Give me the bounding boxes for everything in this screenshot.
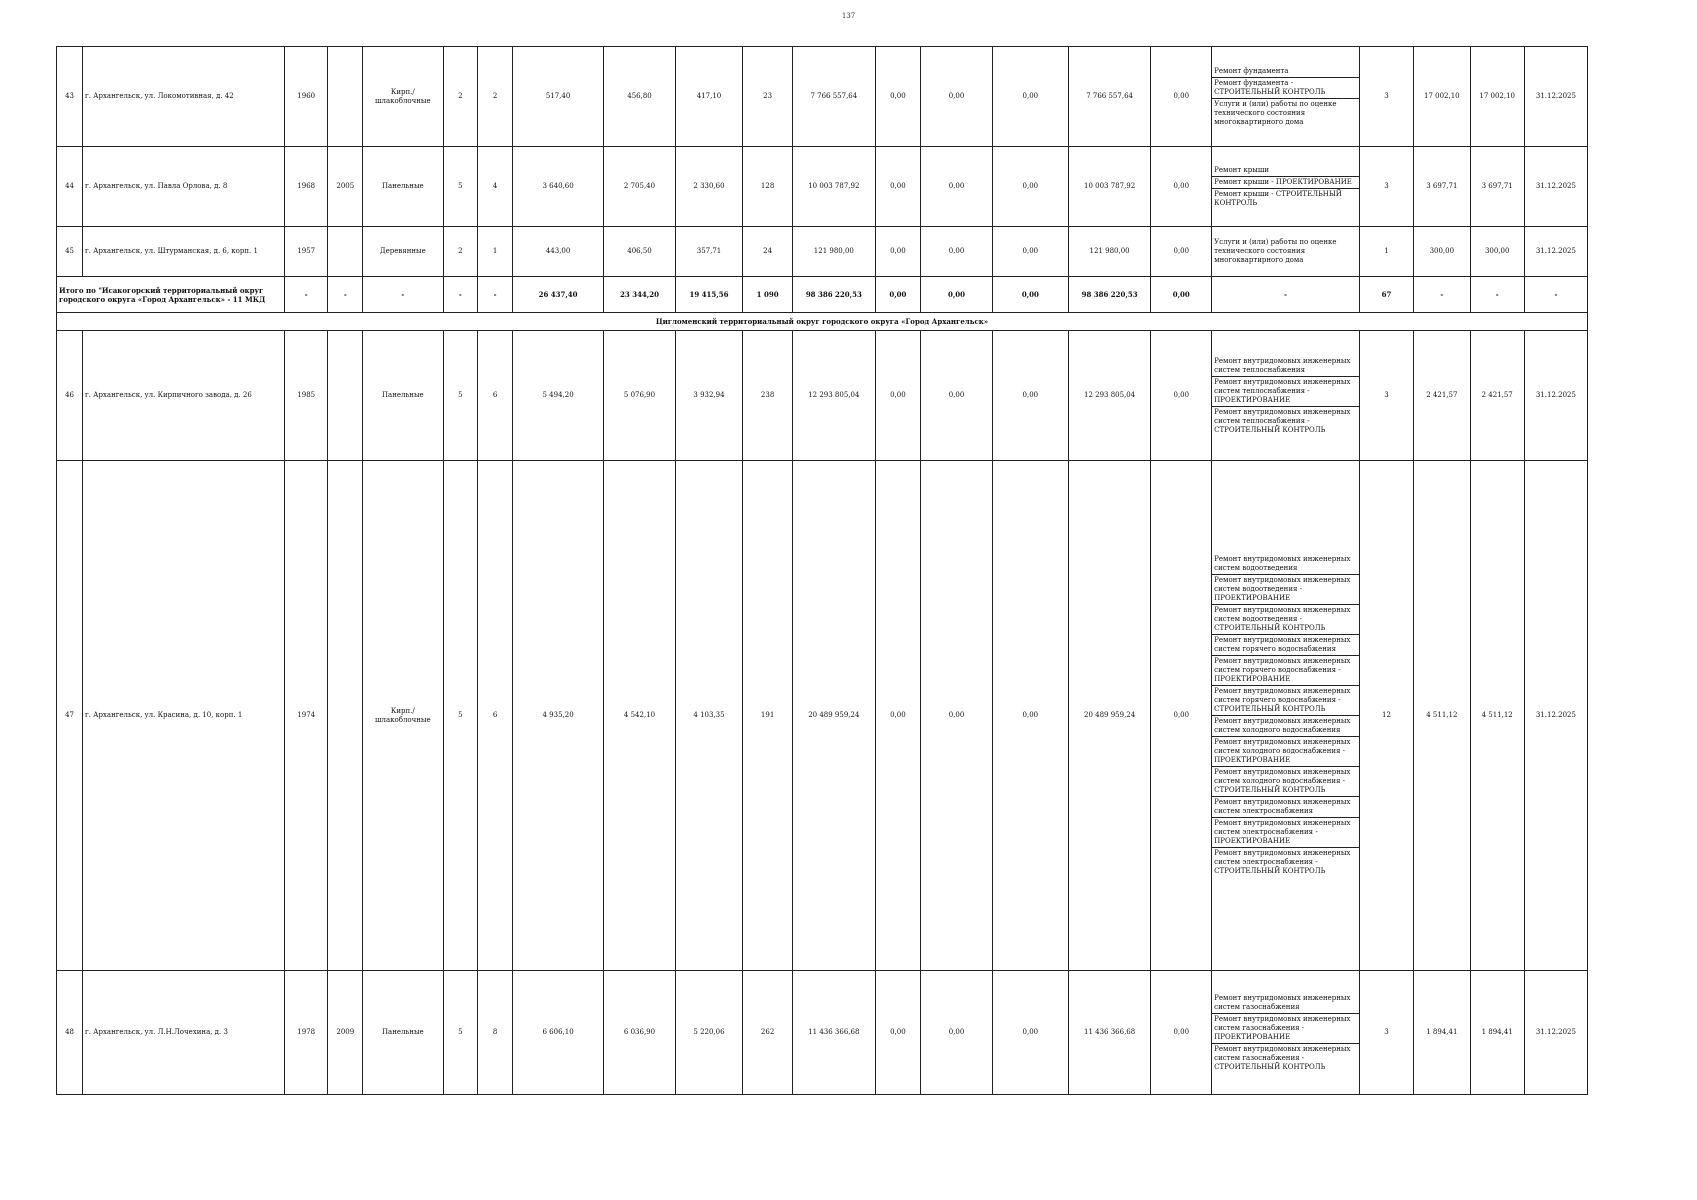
fund-regional: 0,00	[921, 461, 993, 971]
works-list	[1212, 971, 1360, 1095]
unit-cost: 3 697,71	[1414, 147, 1470, 227]
unit-cost: 2 421,57	[1414, 331, 1470, 461]
year-repair: 2005	[328, 147, 363, 227]
area-residential: 2 705,40	[604, 147, 676, 227]
area-owned: 2 330,60	[675, 147, 742, 227]
unit-cost-max: 3 697,71	[1470, 147, 1524, 227]
cost-total: 7 766 557,64	[793, 47, 876, 147]
entrances: 6	[478, 461, 513, 971]
works-list	[1212, 227, 1360, 277]
total-area-owned: 19 415,56	[675, 277, 742, 313]
work-item: Ремонт внутридомовых инженерных систем водоотведения - СТРОИТЕЛЬНЫЙ КОНТРОЛЬ	[1212, 605, 1359, 635]
entrances: 2	[478, 47, 513, 147]
total-label: Итого по "Исакогорский территориальный округ городского округа «Город Архангельск» - 11 МКД	[57, 277, 285, 313]
work-item: Ремонт внутридомовых инженерных систем теплоснабжения - СТРОИТЕЛЬНЫЙ КОНТРОЛЬ	[1212, 406, 1359, 436]
total-fund-federal: 0,00	[875, 277, 921, 313]
works-count: 3	[1359, 971, 1413, 1095]
work-item: Ремонт крыши	[1214, 165, 1270, 174]
row-number: 47	[57, 461, 83, 971]
fund-owners: 11 436 366,68	[1068, 971, 1151, 1095]
area-owned: 357,71	[675, 227, 742, 277]
floors: 5	[443, 331, 478, 461]
area-residential: 4 542,10	[604, 461, 676, 971]
table-row	[57, 147, 1588, 227]
year-built: 1985	[285, 331, 328, 461]
total-dash: -	[363, 277, 443, 313]
entrances: 1	[478, 227, 513, 277]
unit-cost: 4 511,12	[1414, 461, 1470, 971]
row-number: 46	[57, 331, 83, 461]
total-dash: -	[285, 277, 328, 313]
floors: 5	[443, 147, 478, 227]
work-item: Услуги и (или) работы по оценке технического состояния многоквартирного дома	[1212, 98, 1359, 128]
area-residential: 6 036,90	[604, 971, 676, 1095]
area-total: 4 935,20	[512, 461, 603, 971]
works-list	[1212, 331, 1360, 461]
address: г. Архангельск, ул. Павла Орлова, д. 8	[83, 147, 285, 227]
work-item: Ремонт внутридомовых инженерных систем водоотведения - ПРОЕКТИРОВАНИЕ	[1212, 575, 1359, 605]
fund-federal: 0,00	[875, 331, 921, 461]
fund-other: 0,00	[1151, 461, 1212, 971]
year-built: 1974	[285, 461, 328, 971]
area-total: 3 640,60	[512, 147, 603, 227]
section-row	[57, 313, 1588, 331]
residents: 238	[743, 331, 793, 461]
works-count: 3	[1359, 147, 1413, 227]
area-residential: 456,80	[604, 47, 676, 147]
fund-owners: 121 980,00	[1068, 227, 1151, 277]
work-item: Ремонт внутридомовых инженерных систем газоснабжения	[1214, 993, 1351, 1011]
works-list	[1212, 461, 1360, 971]
row-number: 44	[57, 147, 83, 227]
total-dash: -	[1414, 277, 1470, 313]
fund-regional: 0,00	[921, 331, 993, 461]
total-dash: -	[1470, 277, 1524, 313]
fund-regional: 0,00	[921, 147, 993, 227]
work-item: Ремонт внутридомовых инженерных систем холодного водоснабжения - ПРОЕКТИРОВАНИЕ	[1212, 737, 1359, 767]
works-count: 3	[1359, 47, 1413, 147]
deadline: 31.12.2025	[1524, 461, 1587, 971]
area-owned: 3 932,94	[675, 331, 742, 461]
work-item: Ремонт внутридомовых инженерных систем холодного водоснабжения	[1212, 716, 1359, 737]
area-total: 443,00	[512, 227, 603, 277]
wall-material: Кирп./ шлакоблочные	[363, 47, 443, 147]
address: г. Архангельск, ул. Красина, д. 10, корп. 1	[83, 461, 285, 971]
work-item: Ремонт крыши - ПРОЕКТИРОВАНИЕ	[1212, 176, 1359, 188]
wall-material: Панельные	[363, 331, 443, 461]
work-item: Ремонт внутридомовых инженерных систем водоотведения	[1214, 555, 1351, 572]
area-owned: 4 103,35	[675, 461, 742, 971]
total-row	[57, 277, 1588, 313]
repair-register-table	[56, 46, 1588, 1095]
works-list	[1212, 147, 1360, 227]
total-area-residential: 23 344,20	[604, 277, 676, 313]
works-count: 1	[1359, 227, 1413, 277]
year-repair	[328, 227, 363, 277]
area-total: 5 494,20	[512, 331, 603, 461]
deadline: 31.12.2025	[1524, 971, 1587, 1095]
fund-owners: 20 489 959,24	[1068, 461, 1151, 971]
fund-owners: 12 293 805,04	[1068, 331, 1151, 461]
work-item: Ремонт внутридомовых инженерных систем теплоснабжения	[1214, 356, 1351, 374]
fund-other: 0,00	[1151, 147, 1212, 227]
unit-cost-max: 17 002,10	[1470, 47, 1524, 147]
residents: 191	[743, 461, 793, 971]
deadline: 31.12.2025	[1524, 331, 1587, 461]
work-item: Услуги и (или) работы по оценке технического состояния многоквартирного дома	[1214, 238, 1337, 264]
year-built: 1968	[285, 147, 328, 227]
unit-cost-max: 2 421,57	[1470, 331, 1524, 461]
fund-federal: 0,00	[875, 461, 921, 971]
fund-federal: 0,00	[875, 147, 921, 227]
deadline: 31.12.2025	[1524, 227, 1587, 277]
cost-total: 121 980,00	[793, 227, 876, 277]
deadline: 31.12.2025	[1524, 147, 1587, 227]
row-number: 48	[57, 971, 83, 1095]
area-residential: 406,50	[604, 227, 676, 277]
entrances: 4	[478, 147, 513, 227]
work-item: Ремонт внутридомовых инженерных систем газоснабжения - ПРОЕКТИРОВАНИЕ	[1212, 1013, 1359, 1043]
cost-total: 11 436 366,68	[793, 971, 876, 1095]
page-number: 137	[841, 12, 856, 20]
works-list	[1212, 47, 1360, 147]
unit-cost: 300,00	[1414, 227, 1470, 277]
fund-local: 0,00	[992, 331, 1068, 461]
total-dash: -	[443, 277, 478, 313]
unit-cost: 17 002,10	[1414, 47, 1470, 147]
entrances: 6	[478, 331, 513, 461]
year-built: 1957	[285, 227, 328, 277]
fund-federal: 0,00	[875, 47, 921, 147]
cost-total: 12 293 805,04	[793, 331, 876, 461]
row-number: 45	[57, 227, 83, 277]
total-fund-regional: 0,00	[921, 277, 993, 313]
fund-other: 0,00	[1151, 971, 1212, 1095]
works-count: 12	[1359, 461, 1413, 971]
work-item: Ремонт внутридомовых инженерных систем электроснабжения	[1212, 797, 1359, 818]
fund-local: 0,00	[992, 227, 1068, 277]
year-built: 1960	[285, 47, 328, 147]
area-total: 517,40	[512, 47, 603, 147]
table-row	[57, 227, 1588, 277]
work-item: Ремонт крыши - СТРОИТЕЛЬНЫЙ КОНТРОЛЬ	[1212, 188, 1359, 209]
work-item: Ремонт внутридомовых инженерных систем теплоснабжения - ПРОЕКТИРОВАНИЕ	[1212, 376, 1359, 406]
fund-other: 0,00	[1151, 47, 1212, 147]
wall-material: Кирп./ шлакоблочные	[363, 461, 443, 971]
fund-other: 0,00	[1151, 227, 1212, 277]
works-count: 3	[1359, 331, 1413, 461]
residents: 128	[743, 147, 793, 227]
total-dash: -	[1524, 277, 1587, 313]
fund-other: 0,00	[1151, 331, 1212, 461]
residents: 24	[743, 227, 793, 277]
unit-cost-max: 300,00	[1470, 227, 1524, 277]
table-row	[57, 971, 1588, 1095]
fund-federal: 0,00	[875, 971, 921, 1095]
total-fund-local: 0,00	[992, 277, 1068, 313]
fund-regional: 0,00	[921, 227, 993, 277]
total-cost: 98 386 220,53	[793, 277, 876, 313]
total-area-total: 26 437,40	[512, 277, 603, 313]
work-item: Ремонт внутридомовых инженерных систем электроснабжения - ПРОЕКТИРОВАНИЕ	[1212, 818, 1359, 848]
total-dash: -	[328, 277, 363, 313]
fund-local: 0,00	[992, 971, 1068, 1095]
address: г. Архангельск, ул. Л.Н.Лочехина, д. 3	[83, 971, 285, 1095]
fund-owners: 10 003 787,92	[1068, 147, 1151, 227]
residents: 23	[743, 47, 793, 147]
wall-material: Деревянные	[363, 227, 443, 277]
cost-total: 20 489 959,24	[793, 461, 876, 971]
floors: 2	[443, 47, 478, 147]
address: г. Архангельск, ул. Кирпичного завода, д. 26	[83, 331, 285, 461]
year-repair: 2009	[328, 971, 363, 1095]
year-repair	[328, 331, 363, 461]
row-number: 43	[57, 47, 83, 147]
floors: 5	[443, 971, 478, 1095]
table-row	[57, 331, 1588, 461]
total-dash: -	[1212, 277, 1360, 313]
total-dash: -	[478, 277, 513, 313]
year-built: 1978	[285, 971, 328, 1095]
work-item: Ремонт внутридомовых инженерных систем горячего водоснабжения	[1212, 635, 1359, 656]
work-item: Ремонт внутридомовых инженерных систем горячего водоснабжения - ПРОЕКТИРОВАНИЕ	[1212, 656, 1359, 686]
total-residents: 1 090	[743, 277, 793, 313]
work-item: Ремонт внутридомовых инженерных систем холодного водоснабжения - СТРОИТЕЛЬНЫЙ КОНТРОЛЬ	[1212, 767, 1359, 797]
total-fund-owners: 98 386 220,53	[1068, 277, 1151, 313]
work-item: Ремонт внутридомовых инженерных систем газоснабжения - СТРОИТЕЛЬНЫЙ КОНТРОЛЬ	[1212, 1043, 1359, 1073]
entrances: 8	[478, 971, 513, 1095]
table-row	[57, 47, 1588, 147]
fund-regional: 0,00	[921, 47, 993, 147]
fund-local: 0,00	[992, 461, 1068, 971]
year-repair	[328, 47, 363, 147]
year-repair	[328, 461, 363, 971]
work-item: Ремонт фундамента	[1214, 66, 1289, 75]
area-residential: 5 076,90	[604, 331, 676, 461]
work-item: Ремонт внутридомовых инженерных систем горячего водоснабжения - СТРОИТЕЛЬНЫЙ КОНТРОЛЬ	[1212, 686, 1359, 716]
unit-cost: 1 894,41	[1414, 971, 1470, 1095]
unit-cost-max: 4 511,12	[1470, 461, 1524, 971]
area-owned: 5 220,06	[675, 971, 742, 1095]
address: г. Архангельск, ул. Локомотивная, д. 42	[83, 47, 285, 147]
total-works-count: 67	[1359, 277, 1413, 313]
cost-total: 10 003 787,92	[793, 147, 876, 227]
area-owned: 417,10	[675, 47, 742, 147]
work-item: Ремонт внутридомовых инженерных систем электроснабжения - СТРОИТЕЛЬНЫЙ КОНТРОЛЬ	[1212, 848, 1359, 878]
fund-local: 0,00	[992, 147, 1068, 227]
work-item: Ремонт фундамента - СТРОИТЕЛЬНЫЙ КОНТРОЛЬ	[1212, 77, 1359, 98]
total-fund-other: 0,00	[1151, 277, 1212, 313]
floors: 5	[443, 461, 478, 971]
deadline: 31.12.2025	[1524, 47, 1587, 147]
fund-regional: 0,00	[921, 971, 993, 1095]
fund-local: 0,00	[992, 47, 1068, 147]
area-total: 6 606,10	[512, 971, 603, 1095]
residents: 262	[743, 971, 793, 1095]
fund-owners: 7 766 557,64	[1068, 47, 1151, 147]
floors: 2	[443, 227, 478, 277]
table-row	[57, 461, 1588, 971]
section-title: Цигломенский территориальный округ городского округа «Город Архангельск»	[57, 313, 1588, 331]
unit-cost-max: 1 894,41	[1470, 971, 1524, 1095]
wall-material: Панельные	[363, 971, 443, 1095]
address: г. Архангельск, ул. Штурманская, д. 6, корп. 1	[83, 227, 285, 277]
fund-federal: 0,00	[875, 227, 921, 277]
wall-material: Панельные	[363, 147, 443, 227]
